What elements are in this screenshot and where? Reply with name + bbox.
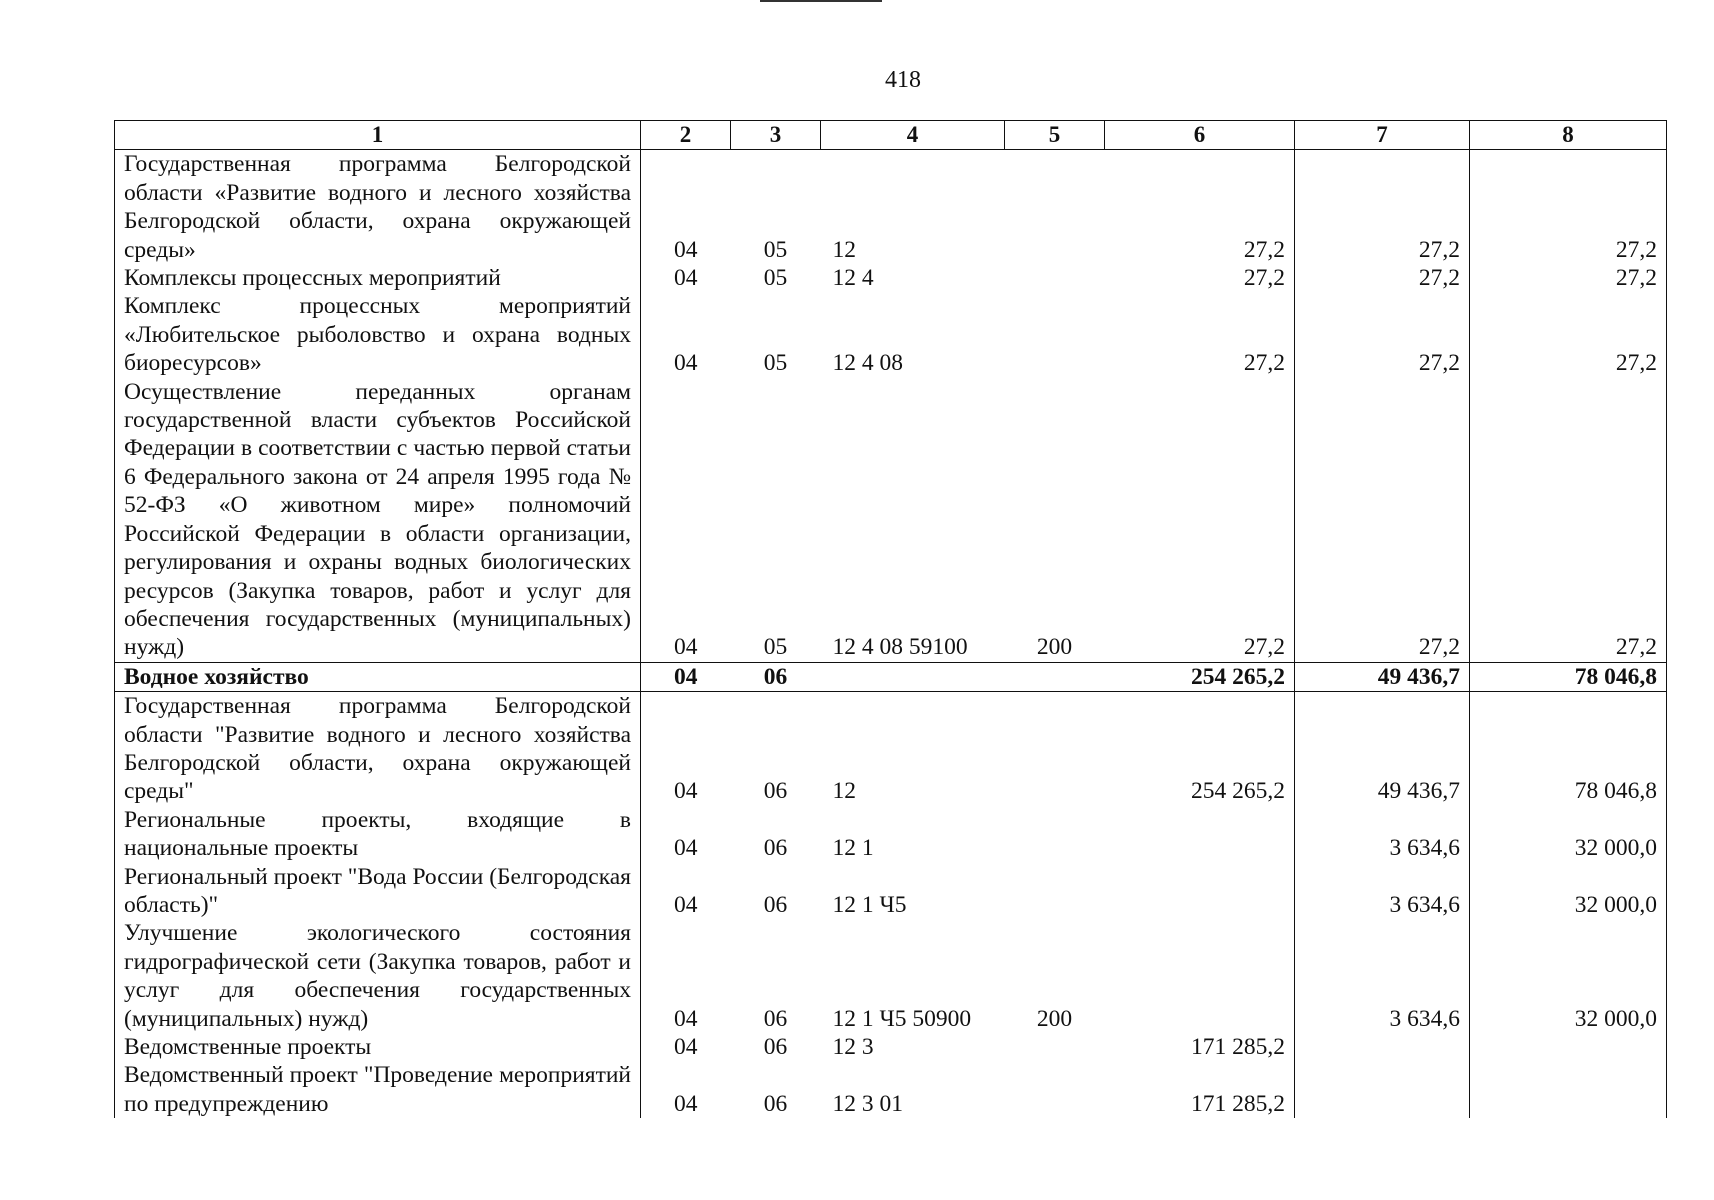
row-value-8: 32 000,0: [1470, 919, 1667, 1033]
table-row: [115, 378, 1667, 663]
row-name: Водное хозяйство: [115, 662, 641, 691]
table-row: [115, 919, 1667, 1033]
row-csr: 12 1 Ч5 50900: [832, 1005, 972, 1032]
row-value-7: 27,2: [1295, 292, 1470, 377]
page-number: 418: [885, 67, 921, 93]
row-rz: 04: [641, 1061, 731, 1118]
row-value-6: [1105, 919, 1295, 1033]
row-value-8: 32 000,0: [1470, 863, 1667, 920]
row-value-8: 78 046,8: [1470, 662, 1667, 691]
row-vr: [1005, 1061, 1105, 1118]
row-name: Региональные проекты, входящие в национальные проекты: [115, 806, 641, 863]
row-vr: [1005, 863, 1105, 920]
header-cell: 1: [115, 121, 641, 150]
row-value-8: 27,2: [1470, 292, 1667, 377]
section-total-row: [115, 662, 1667, 691]
row-rz: 04: [641, 863, 731, 920]
row-csr: 12 1 Ч5: [832, 891, 907, 918]
row-pr: 06: [763, 1090, 788, 1117]
table-row: [115, 292, 1667, 377]
row-name: Комплекс процессных мероприятий «Любительское рыболовство и охрана водных биоресурсов»: [115, 292, 641, 377]
row-value-8: 27,2: [1470, 378, 1667, 663]
row-value-8: 32 000,0: [1470, 806, 1667, 863]
row-pr: 05: [763, 265, 788, 292]
row-pr: 06: [763, 1034, 788, 1060]
header-row: [115, 121, 1667, 150]
row-pr: 06: [763, 1005, 788, 1032]
row-rz: 04: [641, 378, 731, 663]
row-pr: 06: [731, 662, 821, 691]
header-cell: 2: [641, 121, 731, 150]
row-name: Государственная программа Белгородской области "Развитие водного и лесного хозяйства Белгородской области, охрана окружающей среды": [115, 692, 641, 806]
row-name: Комплексы процессных мероприятий: [115, 264, 641, 292]
row-name: Государственная программа Белгородской области «Развитие водного и лесного хозяйства Белгородской области, охрана окружающей среды»: [115, 150, 641, 264]
row-name: Осуществление переданных органам государственной власти субъектов Российской Федерации в соответствии с частью первой статьи 6 Федерального закона от 24 апреля 1995 года № 52-ФЗ «О животном мире» полномочий Российской Федерации в области организации, регулирования и охраны водных биологических ресурсов (Закупка товаров, работ и услуг для обеспечения государственных (муниципальных) нужд): [115, 378, 641, 663]
row-value-6: 27,2: [1105, 264, 1295, 292]
table-row: [115, 806, 1667, 863]
row-csr: [821, 662, 1005, 691]
row-csr: 12: [821, 150, 1005, 264]
row-vr: 200: [1036, 1005, 1073, 1032]
table-row: [115, 692, 1667, 806]
row-vr: 200: [1036, 634, 1073, 661]
row-pr: 05: [763, 350, 788, 377]
row-value-8: [1470, 1033, 1667, 1061]
header-cell: 4: [821, 121, 1005, 150]
row-pr: 05: [731, 150, 821, 264]
row-rz: 04: [641, 1033, 731, 1061]
row-value-6: 27,2: [1105, 150, 1295, 264]
top-rule: [760, 0, 882, 2]
row-csr: 12 3 01: [832, 1090, 903, 1117]
table-row: [115, 1061, 1667, 1118]
table-row: [115, 863, 1667, 920]
row-csr: 12: [832, 778, 856, 805]
row-pr: 05: [763, 634, 788, 661]
row-value-6: 171 285,2: [1105, 1061, 1295, 1118]
row-vr: [1005, 662, 1105, 691]
row-rz: 04: [641, 919, 731, 1033]
row-name: Ведомственные проекты: [115, 1033, 641, 1061]
row-rz: 04: [641, 806, 731, 863]
row-value-7: 3 634,6: [1295, 806, 1470, 863]
row-name: Ведомственный проект "Проведение мероприятий по предупреждению: [115, 1061, 641, 1118]
row-name: Региональный проект "Вода России (Белгородская область)": [115, 863, 641, 920]
row-csr: 12 3: [832, 1034, 874, 1060]
row-value-7: 27,2: [1295, 264, 1470, 292]
table-row: [115, 1033, 1667, 1061]
row-value-6: [1105, 806, 1295, 863]
row-value-6: 171 285,2: [1105, 1033, 1295, 1061]
row-csr: 12 4 08: [832, 350, 903, 377]
budget-table: [114, 120, 1667, 1118]
row-csr: 12 4: [832, 265, 874, 292]
row-value-7: 27,2: [1295, 150, 1470, 264]
row-rz: 04: [641, 292, 731, 377]
header-cell: 5: [1005, 121, 1105, 150]
row-value-7: 3 634,6: [1295, 863, 1470, 920]
table-row: [115, 150, 1667, 264]
row-value-6: 27,2: [1105, 378, 1295, 663]
row-value-7: 49 436,7: [1295, 662, 1470, 691]
row-value-8: 78 046,8: [1470, 692, 1667, 806]
row-vr: [1005, 692, 1105, 806]
row-rz: 04: [641, 150, 731, 264]
row-value-6: 254 265,2: [1105, 692, 1295, 806]
row-value-8: 27,2: [1470, 150, 1667, 264]
row-value-6: 254 265,2: [1105, 662, 1295, 691]
table-row: [115, 264, 1667, 292]
row-value-7: [1295, 1033, 1470, 1061]
header-cell: 6: [1105, 121, 1295, 150]
row-value-8: 27,2: [1470, 264, 1667, 292]
row-rz: 04: [641, 264, 731, 292]
row-vr: [1005, 264, 1105, 292]
row-value-7: 3 634,6: [1295, 919, 1470, 1033]
row-vr: [1005, 1033, 1105, 1061]
row-value-6: [1105, 863, 1295, 920]
row-value-7: 49 436,7: [1295, 692, 1470, 806]
row-rz: 04: [641, 662, 731, 691]
header-cell: 7: [1295, 121, 1470, 150]
row-value-8: [1470, 1061, 1667, 1118]
row-name: Улучшение экологического состояния гидрографической сети (Закупка товаров, работ и услуг для обеспечения государственных (муниципальных) нужд): [115, 919, 641, 1033]
header-cell: 8: [1470, 121, 1667, 150]
row-vr: [1005, 292, 1105, 377]
row-pr: 06: [763, 891, 788, 918]
row-csr: 12 1: [832, 835, 874, 862]
row-csr: 12 4 08 59100: [832, 634, 968, 661]
row-value-7: [1295, 1061, 1470, 1118]
row-pr: 06: [763, 835, 788, 862]
row-rz: 04: [641, 692, 731, 806]
row-value-6: 27,2: [1105, 292, 1295, 377]
row-pr: 06: [763, 778, 788, 805]
row-value-7: 27,2: [1295, 378, 1470, 663]
row-vr: [1005, 150, 1105, 264]
header-cell: 3: [731, 121, 821, 150]
row-vr: [1005, 806, 1105, 863]
